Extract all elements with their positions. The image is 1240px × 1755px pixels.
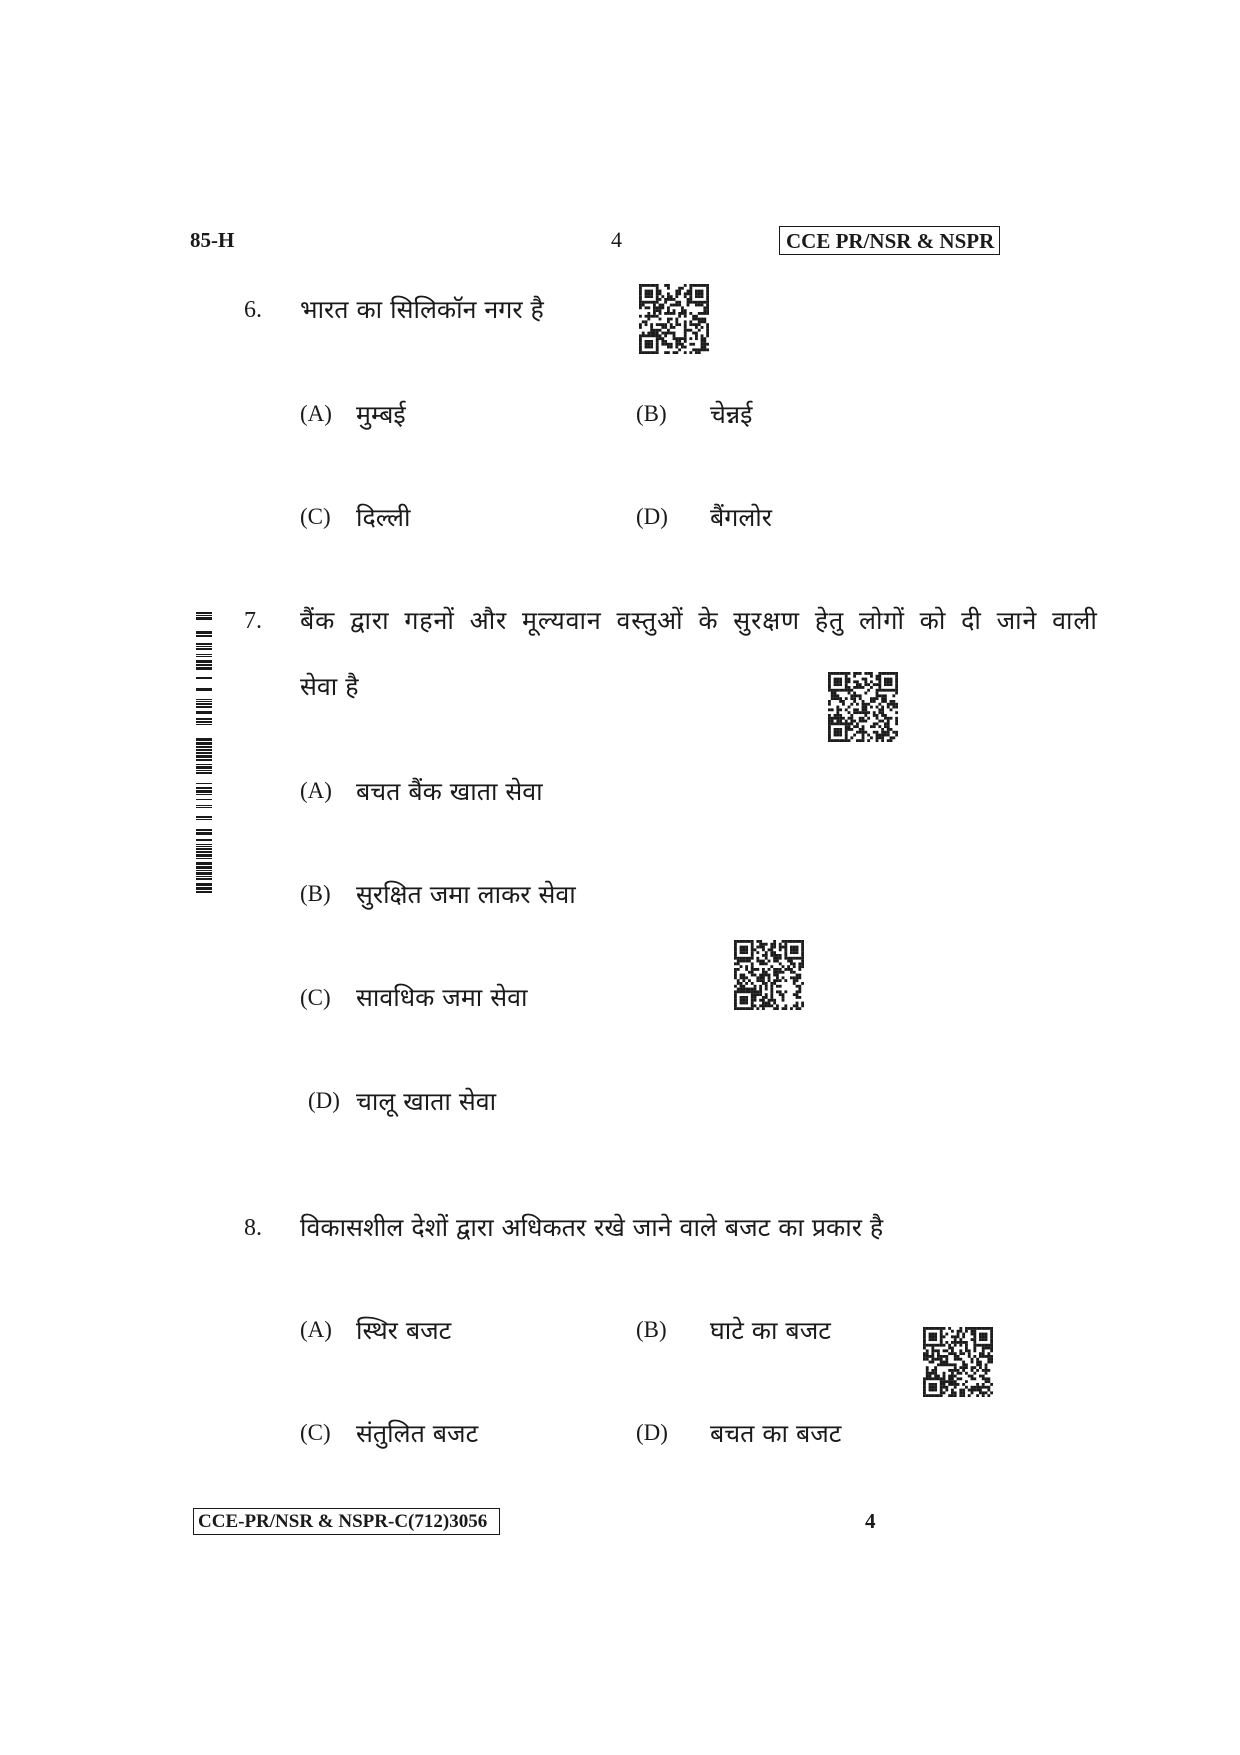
question-6-option-c-text: दिल्ली <box>356 503 411 532</box>
question-7-text-line2: सेवा है <box>300 672 359 701</box>
question-7-option-a-label: (A) <box>300 778 332 803</box>
question-8-number: 8. <box>244 1215 262 1241</box>
question-6-number: 6. <box>244 297 262 323</box>
barcode-icon <box>196 612 212 898</box>
question-8-option-b-text: घाटे का बजट <box>710 1316 831 1345</box>
question-6-text: भारत का सिलिकॉन नगर है <box>300 295 544 324</box>
qr-code-icon <box>828 672 898 742</box>
paper-code: 85-H <box>190 228 235 252</box>
question-7-option-c-text: सावधिक जमा सेवा <box>356 983 528 1012</box>
question-8-text: विकासशील देशों द्वारा अधिकतर रखे जाने वाले बजट का प्रकार है <box>300 1213 884 1242</box>
question-8-option-a-label: (A) <box>300 1317 332 1342</box>
question-7-option-d-label: (D) <box>308 1088 340 1113</box>
question-6-option-a-text: मुम्बई <box>356 400 406 429</box>
qr-code-icon <box>923 1327 993 1397</box>
question-7-number: 7. <box>244 608 262 634</box>
page-number: 4 <box>611 227 622 252</box>
question-8-option-c-text: संतुलित बजट <box>356 1419 479 1448</box>
question-7-option-c-label: (C) <box>300 985 331 1010</box>
question-8-option-a-text: स्थिर बजट <box>356 1316 452 1345</box>
question-6-option-c-label: (C) <box>300 504 331 529</box>
qr-code-icon <box>639 284 709 354</box>
question-7-text-line1: बैंक द्वारा गहनों और मूल्यवान वस्तुओं के सुरक्षण हेतु लोगों को दी जाने वाली <box>300 606 1098 635</box>
question-6-option-a-label: (A) <box>300 401 332 426</box>
question-7-option-b-text: सुरक्षित जमा लाकर सेवा <box>356 880 576 909</box>
footer-page-number: 4 <box>865 1509 876 1533</box>
question-8-option-b-label: (B) <box>636 1317 667 1342</box>
question-8-option-c-label: (C) <box>300 1420 331 1445</box>
question-6-option-b-label: (B) <box>636 401 667 426</box>
question-7-option-a-text: बचत बैंक खाता सेवा <box>356 777 543 806</box>
question-6-option-d-label: (D) <box>636 504 668 529</box>
question-8-option-d-label: (D) <box>636 1420 668 1445</box>
question-8-option-d-text: बचत का बजट <box>710 1419 842 1448</box>
question-7-option-b-label: (B) <box>300 881 331 906</box>
question-6-option-b-text: चेन्नई <box>710 400 753 429</box>
question-7-option-d-text: चालू खाता सेवा <box>356 1087 497 1116</box>
footer-code-box: CCE-PR/NSR & NSPR-C(712)3056 <box>193 1508 500 1535</box>
qr-code-icon <box>734 940 804 1010</box>
exam-code-box: CCE PR/NSR & NSPR <box>779 226 1000 255</box>
question-6-option-d-text: बैंगलोर <box>710 503 773 532</box>
